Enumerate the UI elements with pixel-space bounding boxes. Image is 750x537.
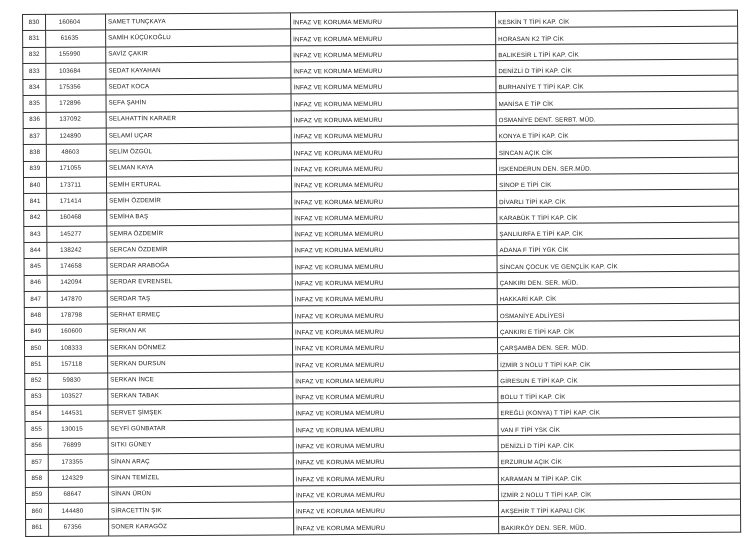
job-title-cell: İNFAZ VE KORUMA MEMURU — [292, 207, 497, 225]
row-number-cell: 853 — [25, 389, 48, 405]
registry-number-cell: 103684 — [46, 63, 106, 80]
registry-number-cell: 145277 — [47, 226, 107, 243]
row-number-cell: 841 — [24, 194, 47, 210]
registry-number-cell: 173711 — [46, 177, 106, 194]
job-title-cell: İNFAZ VE KORUMA MEMURU — [293, 484, 498, 502]
row-number-cell: 839 — [23, 161, 46, 177]
full-name-cell: SERVET ŞİMŞEK — [108, 404, 293, 421]
institution-cell: KARABÜK T TİPİ KAP. CİK — [497, 206, 739, 224]
institution-cell: İZMİR 2 NOLU T TİPİ KAP. CİK — [498, 483, 740, 501]
registry-number-cell: 144531 — [48, 405, 108, 422]
row-number-cell: 860 — [25, 503, 48, 519]
registry-number-cell: 76899 — [48, 438, 108, 455]
institution-cell: GİRESUN E TİPİ KAP. CİK — [498, 369, 740, 387]
full-name-cell: SEMİH ERTURAL — [106, 176, 291, 193]
job-title-cell: İNFAZ VE KORUMA MEMURU — [291, 44, 496, 62]
job-title-cell: İNFAZ VE KORUMA MEMURU — [293, 435, 498, 453]
job-title-cell: İNFAZ VE KORUMA MEMURU — [291, 126, 496, 144]
institution-cell: BALIKESİR L TİPİ KAP. CİK — [496, 43, 738, 61]
row-number-cell: 851 — [25, 357, 48, 373]
job-title-cell: İNFAZ VE KORUMA MEMURU — [292, 191, 497, 209]
full-name-cell: SERDAR TAŞ — [107, 290, 292, 307]
full-name-cell: SAMET TUNÇKAYA — [106, 13, 291, 30]
job-title-cell: İNFAZ VE KORUMA MEMURU — [292, 321, 497, 339]
registry-number-cell: 175356 — [46, 79, 106, 96]
row-number-cell: 833 — [23, 63, 46, 79]
institution-cell: BURHANİYE T TİPİ KAP. CİK — [496, 75, 738, 93]
registry-number-cell: 157118 — [48, 356, 108, 373]
full-name-cell: SERHAT ERMEÇ — [107, 306, 292, 323]
scanned-document-page — [22, 10, 741, 537]
job-title-cell: İNFAZ VE KORUMA MEMURU — [292, 272, 497, 290]
institution-cell: SİNOP E TİPİ CİK — [496, 173, 738, 191]
institution-cell: HORASAN K2 TİP CİK — [496, 26, 738, 44]
row-number-cell: 845 — [24, 259, 47, 275]
registry-number-cell: 138242 — [47, 242, 107, 259]
job-title-cell: İNFAZ VE KORUMA MEMURU — [291, 109, 496, 127]
registry-number-cell: 124329 — [48, 470, 108, 487]
job-title-cell: İNFAZ VE KORUMA MEMURU — [291, 77, 496, 95]
job-title-cell: İNFAZ VE KORUMA MEMURU — [291, 175, 496, 193]
registry-number-cell: 59830 — [48, 373, 108, 390]
job-title-cell: İNFAZ VE KORUMA MEMURU — [293, 452, 498, 470]
job-title-cell: İNFAZ VE KORUMA MEMURU — [292, 240, 497, 258]
full-name-cell: SİNAN ÜRÜN — [108, 485, 293, 502]
institution-cell: SİNCAN ÇOCUK VE GENÇLİK KAP. CİK — [497, 255, 739, 273]
registry-number-cell: 171414 — [47, 193, 107, 210]
full-name-cell: SEDAT KAYAHAN — [106, 62, 291, 79]
row-number-cell: 854 — [25, 405, 48, 421]
row-number-cell: 835 — [23, 96, 46, 112]
full-name-cell: SEFA ŞAHİN — [106, 94, 291, 111]
full-name-cell: SEYFİ GÜNBATAR — [108, 420, 293, 437]
registry-number-cell: 61635 — [46, 30, 106, 47]
personnel-table-body — [23, 10, 741, 536]
registry-number-cell: 178798 — [47, 307, 107, 324]
job-title-cell: İNFAZ VE KORUMA MEMURU — [293, 403, 498, 421]
full-name-cell: SEMİHA BAŞ — [107, 208, 292, 225]
registry-number-cell: 48603 — [46, 144, 106, 161]
row-number-cell: 847 — [24, 291, 47, 307]
full-name-cell: SERKAN DÖNMEZ — [107, 339, 292, 356]
row-number-cell: 859 — [25, 487, 48, 503]
full-name-cell: SERKAN DURSUN — [108, 355, 293, 372]
row-number-cell: 834 — [23, 80, 46, 96]
row-number-cell: 852 — [25, 373, 48, 389]
job-title-cell: İNFAZ VE KORUMA MEMURU — [291, 158, 496, 176]
institution-cell: MANİSA E TİP CİK — [496, 92, 738, 110]
full-name-cell: SAMİH KÜÇÜKOĞLU — [106, 29, 291, 46]
institution-cell: VAN F TİPİ YSK CİK — [498, 418, 740, 436]
institution-cell: ÇARŞAMBA DEN. SER. MÜD. — [497, 336, 739, 354]
row-number-cell: 857 — [25, 454, 48, 470]
row-number-cell: 840 — [23, 177, 46, 193]
full-name-cell: SONER KARAGÖZ — [109, 518, 294, 535]
full-name-cell: SEMRA ÖZDEMİR — [107, 225, 292, 242]
institution-cell: KESKİN T TİPİ KAP. CİK — [495, 10, 737, 28]
job-title-cell: İNFAZ VE KORUMA MEMURU — [294, 517, 499, 535]
institution-cell: OSMANİYE DENT. SERBT. MÜD. — [496, 108, 738, 126]
row-number-cell: 858 — [25, 471, 48, 487]
job-title-cell: İNFAZ VE KORUMA MEMURU — [291, 93, 496, 111]
job-title-cell: İNFAZ VE KORUMA MEMURU — [293, 468, 498, 486]
job-title-cell: İNFAZ VE KORUMA MEMURU — [292, 338, 497, 356]
institution-cell: EREĞLİ (KONYA) T TİPİ KAP. CİK — [498, 401, 740, 419]
full-name-cell: SİNAN TEMİZEL — [108, 469, 293, 486]
registry-number-cell: 160600 — [47, 324, 107, 341]
job-title-cell: İNFAZ VE KORUMA MEMURU — [292, 305, 497, 323]
job-title-cell: İNFAZ VE KORUMA MEMURU — [291, 28, 496, 46]
table-row — [26, 515, 741, 536]
institution-cell: DENİZLİ D TİPİ KAP. CİK — [496, 59, 738, 77]
row-number-cell: 846 — [24, 275, 47, 291]
row-number-cell: 837 — [23, 128, 46, 144]
registry-number-cell: 147870 — [47, 291, 107, 308]
job-title-cell: İNFAZ VE KORUMA MEMURU — [292, 256, 497, 274]
registry-number-cell: 130015 — [48, 421, 108, 438]
institution-cell: AKŞEHİR T TİPİ KAPALI CİK — [498, 499, 740, 517]
institution-cell: BAKIRKÖY DEN. SER. MÜD. — [499, 515, 741, 533]
full-name-cell: SİNAN ARAÇ — [108, 453, 293, 470]
row-number-cell: 843 — [24, 226, 47, 242]
full-name-cell: SERCAN ÖZDEMİR — [107, 241, 292, 258]
registry-number-cell: 124890 — [46, 128, 106, 145]
institution-cell: ÇANKIRI E TİPİ KAP. CİK — [497, 320, 739, 338]
job-title-cell: İNFAZ VE KORUMA MEMURU — [291, 142, 496, 160]
institution-cell: SİNCAN AÇIK CİK — [496, 141, 738, 159]
full-name-cell: SELMAN KAYA — [106, 160, 291, 177]
full-name-cell: SITKI GÜNEY — [108, 437, 293, 454]
registry-number-cell: 137092 — [46, 112, 106, 129]
registry-number-cell: 173355 — [48, 454, 108, 471]
row-number-cell: 850 — [24, 340, 47, 356]
registry-number-cell: 103527 — [48, 389, 108, 406]
row-number-cell: 832 — [23, 47, 46, 63]
institution-cell: ERZURUM AÇIK CİK — [498, 450, 740, 468]
institution-cell: ADANA F TİPİ YGK CİK — [497, 238, 739, 256]
institution-cell: İZMİR 3 NOLU T TİPİ KAP. CİK — [498, 352, 740, 370]
registry-number-cell: 174658 — [47, 258, 107, 275]
full-name-cell: SEMİH ÖZDEMİR — [107, 192, 292, 209]
job-title-cell: İNFAZ VE KORUMA MEMURU — [293, 501, 498, 519]
full-name-cell: SERKAN TABAK — [108, 388, 293, 405]
job-title-cell: İNFAZ VE KORUMA MEMURU — [293, 386, 498, 404]
full-name-cell: SERDAR EVRENSEL — [107, 274, 292, 291]
job-title-cell: İNFAZ VE KORUMA MEMURU — [290, 12, 495, 30]
full-name-cell: SİRACETTİN ŞIK — [108, 502, 293, 519]
row-number-cell: 849 — [24, 324, 47, 340]
row-number-cell: 838 — [23, 145, 46, 161]
row-number-cell: 855 — [25, 422, 48, 438]
personnel-table — [22, 10, 741, 537]
institution-cell: HAKKARİ KAP. CİK — [497, 287, 739, 305]
row-number-cell: 856 — [25, 438, 48, 454]
row-number-cell: 842 — [24, 210, 47, 226]
institution-cell: BOLU T TİPİ KAP. CİK — [498, 385, 740, 403]
full-name-cell: SELİM ÖZGÜL — [106, 143, 291, 160]
full-name-cell: SERKAN İNCE — [108, 371, 293, 388]
full-name-cell: SEDAT KOCA — [106, 78, 291, 95]
row-number-cell: 861 — [26, 520, 49, 536]
full-name-cell: SAVİZ ÇAKIR — [106, 45, 291, 62]
job-title-cell: İNFAZ VE KORUMA MEMURU — [292, 289, 497, 307]
job-title-cell: İNFAZ VE KORUMA MEMURU — [293, 354, 498, 372]
registry-number-cell: 67356 — [49, 519, 109, 536]
registry-number-cell: 160468 — [47, 210, 107, 227]
full-name-cell: SELAHATTİN KARAER — [106, 111, 291, 128]
institution-cell: İSKENDERUN DEN. SER.MÜD. — [496, 157, 738, 175]
registry-number-cell: 108333 — [47, 340, 107, 357]
registry-number-cell: 160604 — [46, 14, 106, 31]
registry-number-cell: 142094 — [47, 275, 107, 292]
institution-cell: KARAMAN M TİPİ KAP. CİK — [498, 466, 740, 484]
registry-number-cell: 68647 — [48, 487, 108, 504]
institution-cell: KONYA E TİPİ KAP. CİK — [496, 124, 738, 142]
job-title-cell: İNFAZ VE KORUMA MEMURU — [293, 419, 498, 437]
institution-cell: DENİZLİ D TİPİ KAP. CİK — [498, 434, 740, 452]
institution-cell: ŞANLIURFA E TİPİ KAP. CİK — [497, 222, 739, 240]
row-number-cell: 844 — [24, 243, 47, 259]
full-name-cell: SERKAN AK — [107, 322, 292, 339]
registry-number-cell: 155990 — [46, 47, 106, 64]
row-number-cell: 836 — [23, 112, 46, 128]
full-name-cell: SERDAR ARABOĞA — [107, 257, 292, 274]
institution-cell: ÇANKIRI DEN. SER. MÜD. — [497, 271, 739, 289]
row-number-cell: 848 — [24, 308, 47, 324]
row-number-cell: 831 — [23, 31, 46, 47]
job-title-cell: İNFAZ VE KORUMA MEMURU — [292, 223, 497, 241]
job-title-cell: İNFAZ VE KORUMA MEMURU — [291, 60, 496, 78]
registry-number-cell: 172896 — [46, 95, 106, 112]
row-number-cell: 830 — [23, 14, 46, 30]
registry-number-cell: 171055 — [46, 161, 106, 178]
institution-cell: OSMANİYE ADLİYESİ — [497, 303, 739, 321]
registry-number-cell: 144480 — [48, 503, 108, 520]
job-title-cell: İNFAZ VE KORUMA MEMURU — [293, 370, 498, 388]
institution-cell: DİVARLI TİPİ KAP. CİK — [497, 189, 739, 207]
full-name-cell: SELAMİ UÇAR — [106, 127, 291, 144]
